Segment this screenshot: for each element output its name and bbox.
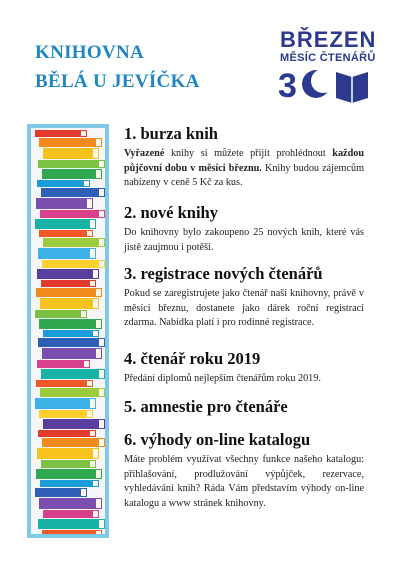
- book-spine: [39, 410, 93, 418]
- book-pages: [99, 189, 104, 196]
- book-spine: [38, 160, 105, 168]
- book-spine: [42, 348, 102, 359]
- book-spine: [38, 519, 105, 529]
- book-pages: [90, 461, 95, 467]
- section-text-part: knihy si můžete přijít prohlédnout: [164, 148, 333, 159]
- book-pages: [93, 511, 98, 517]
- library-name: [35, 38, 200, 96]
- book-pages: [96, 320, 101, 328]
- svg-text:3: 3: [278, 67, 297, 104]
- section-text-bold: Vyřazené: [124, 148, 165, 159]
- book-spine: [41, 460, 96, 468]
- book-spine: [35, 219, 96, 229]
- book-pages: [81, 311, 86, 317]
- book-pages: [96, 170, 101, 178]
- book-pages: [93, 299, 98, 308]
- book-spine: [39, 138, 102, 147]
- section-online-katalog: [124, 430, 364, 511]
- section-text-bold: každou půjčovní dobu v měsíci březnu.: [124, 148, 364, 174]
- book-spine: [40, 388, 105, 397]
- book-spine: [35, 398, 96, 409]
- book-spine: [37, 448, 99, 459]
- section-title: 1. burza knih: [124, 124, 218, 143]
- book-spine: [43, 419, 105, 429]
- book-spine: [37, 269, 99, 279]
- book-pages: [81, 489, 86, 496]
- book-pages: [96, 289, 101, 296]
- book-pages: [87, 231, 92, 236]
- book-pages: [90, 249, 95, 258]
- book-spine: [43, 330, 99, 337]
- book-spine: [43, 510, 99, 518]
- book-pages: [96, 139, 101, 146]
- book-pages: [93, 149, 98, 158]
- section-amnestie: [124, 397, 288, 417]
- book-pages: [99, 239, 104, 246]
- book-spine: [36, 198, 93, 209]
- book-pages: [93, 449, 98, 458]
- book-spine: [42, 530, 102, 534]
- section-title: 4. čtenář roku 2019: [124, 349, 261, 368]
- book-spine: [39, 230, 93, 237]
- book-spine: [36, 469, 102, 479]
- section-title: 3. registrace nových čtenářů: [124, 264, 323, 283]
- book-spine: [40, 480, 99, 487]
- section-burza-knih: [124, 124, 364, 191]
- book-spine: [39, 319, 102, 329]
- book-pages: [99, 420, 104, 428]
- book-pages: [93, 481, 98, 486]
- book-spine: [40, 210, 105, 218]
- section-text-part: Knihy budou zájemcům nabízeny v ceně 5 Kč za kus.: [124, 162, 364, 189]
- book-pages: [99, 439, 104, 446]
- book-spine: [40, 298, 99, 309]
- book-spine: [38, 338, 105, 347]
- book-pages: [99, 261, 104, 267]
- book-pages: [99, 370, 104, 378]
- book-pages: [90, 399, 95, 408]
- section-title: 5. amnestie pro čtenáře: [124, 397, 288, 416]
- book-spine: [38, 430, 96, 437]
- brezen-logo: [276, 27, 377, 108]
- book-pages: [87, 199, 92, 208]
- book-pages: [81, 131, 86, 136]
- book-pages: [93, 270, 98, 278]
- section-text: [124, 147, 364, 191]
- book-pages: [90, 220, 95, 228]
- book-spine: [36, 380, 93, 387]
- section-nove-knihy: [124, 203, 364, 255]
- book-pages: [87, 411, 92, 417]
- section-text: Máte problém využívat všechny funkce našeho katalogu: přihlašování, prodlužování výpůjček, rezervace, vyhledávání knih? Ráda Vám představím výhody on-line katalogu a www stránek knihovny.: [124, 454, 364, 509]
- section-title: 2. nové knihy: [124, 203, 218, 222]
- book-spine: [36, 288, 102, 297]
- book-spine: [35, 130, 87, 137]
- book-spine: [42, 169, 102, 179]
- book-spine: [38, 248, 96, 259]
- book-pages: [96, 349, 101, 358]
- library-name-line2: BĚLÁ U JEVÍČKA: [35, 71, 200, 92]
- library-name-line1: KNIHOVNA: [35, 42, 145, 63]
- book-spine: [35, 488, 87, 497]
- logo-month: BŘEZEN: [280, 27, 377, 52]
- book-spine: [41, 280, 96, 287]
- book-spine: [42, 260, 105, 268]
- book-spine: [43, 148, 99, 159]
- book-spine: [43, 238, 105, 247]
- book-pages: [99, 161, 104, 167]
- book-spine: [39, 498, 102, 509]
- section-text: Pokud se zaregistrujete jako čtenář naší knihovny, právě v měsíci březnu, dostanete jako dárek roční registraci zdarma. Nabídka platí i pro rodinné registrace.: [124, 288, 364, 329]
- book-pages: [99, 339, 104, 346]
- book-pages: [96, 470, 101, 478]
- book-spine: [37, 360, 90, 368]
- book-pages: [96, 531, 101, 534]
- book-pages: [99, 389, 104, 396]
- book-pages: [99, 520, 104, 528]
- book-pages: [90, 431, 95, 436]
- book-stack-illustration-icon: [31, 128, 105, 534]
- section-text: Předání diplomů nejlepším čtenářům roku 2019.: [124, 373, 321, 384]
- section-title: 6. výhody on-line katalogu: [124, 430, 311, 449]
- book-pages: [93, 331, 98, 336]
- book-pages: [84, 181, 89, 186]
- book-pages: [87, 381, 92, 386]
- book-spine: [41, 188, 105, 197]
- book-spine: [42, 438, 105, 447]
- book-pages: [99, 211, 104, 217]
- logo-subtitle: MĚSÍC ČTENÁŘŮ: [280, 52, 376, 64]
- book-pages: [96, 499, 101, 508]
- book-pages: [84, 361, 89, 367]
- book-spine: [35, 310, 87, 318]
- book-spine: [41, 369, 105, 379]
- 3-moon-book-logo-icon: [276, 64, 372, 104]
- section-ctenar-roku: [124, 349, 321, 387]
- section-registrace: [124, 264, 364, 331]
- book-spine: [37, 180, 90, 187]
- section-text: Do knihovny bylo zakoupeno 25 nových knih, které vás jistě zaujmou i potěší.: [124, 227, 364, 253]
- book-pages: [90, 281, 95, 286]
